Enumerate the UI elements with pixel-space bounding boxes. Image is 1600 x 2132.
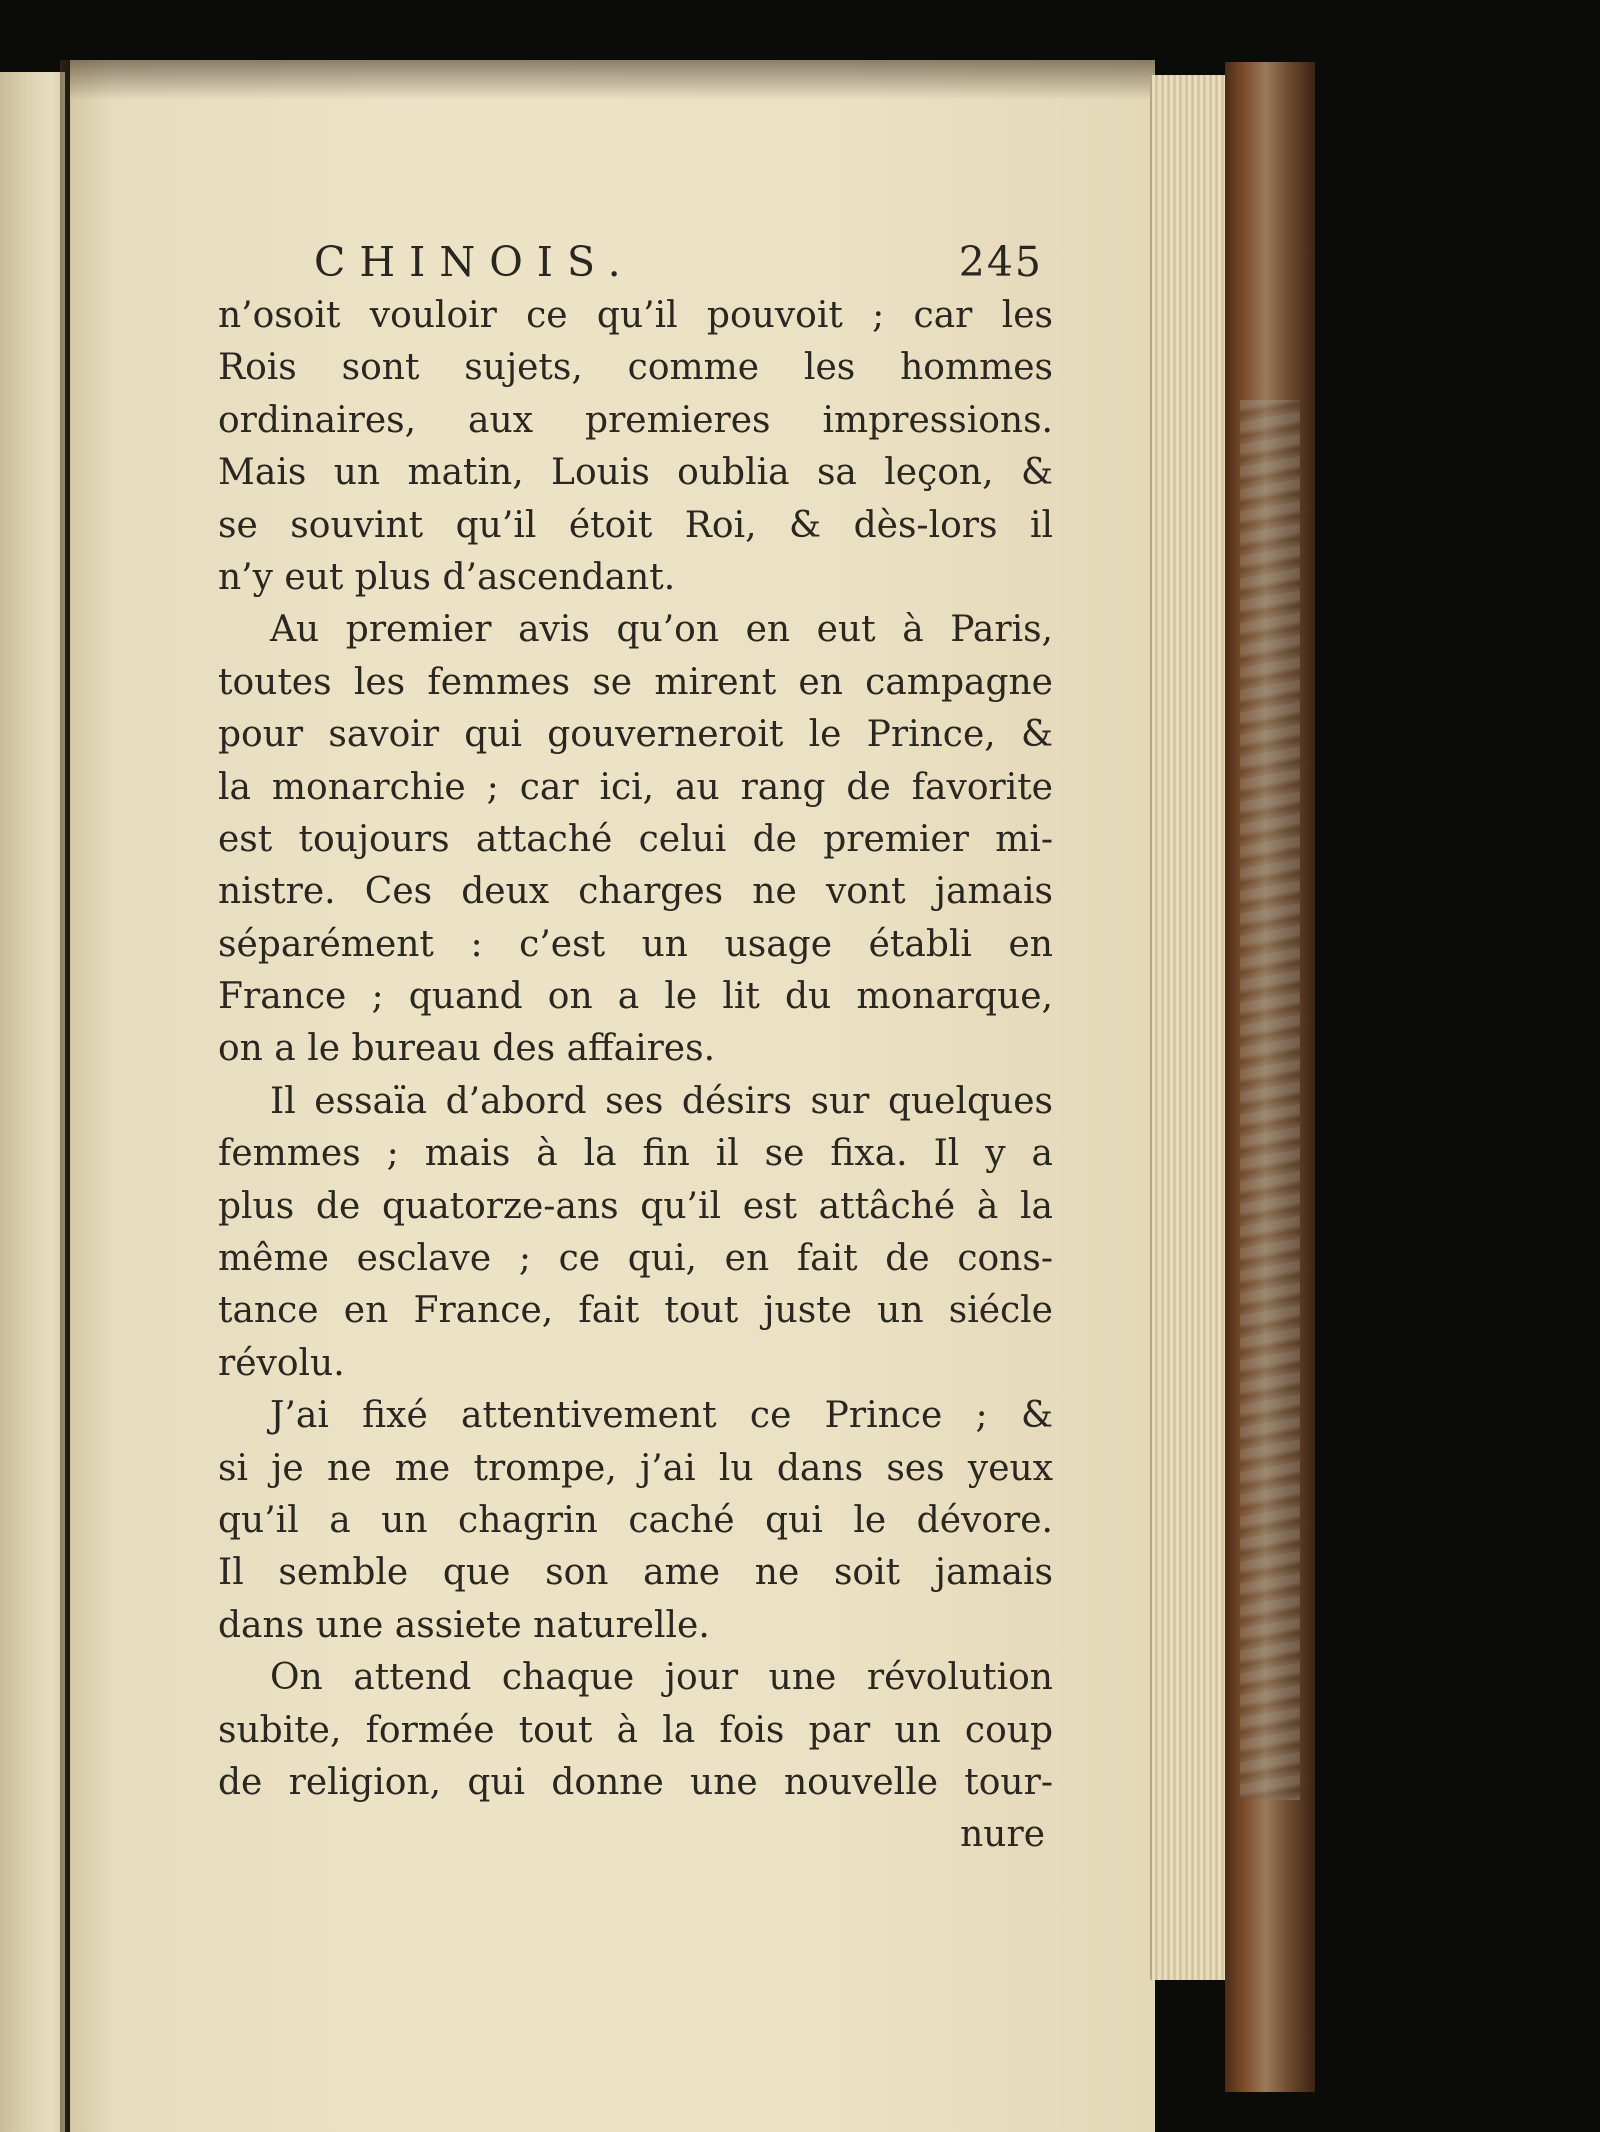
text-line: révolu. <box>218 1342 345 1384</box>
page-top-shadow <box>70 60 1155 100</box>
text-line: Mais un matin, Louis oublia sa leçon, & <box>218 452 1053 494</box>
catchword: nure <box>960 1814 1045 1856</box>
text-line: n’osoit vouloir ce qu’il pouvoit ; car les <box>218 295 1053 336</box>
text-line: plus de quatorze-ans qu’il est attâché à la <box>218 1185 1053 1227</box>
text-line: tance en France, fait tout juste un siécle <box>218 1290 1053 1332</box>
marbled-board <box>1240 400 1300 1800</box>
text-line: nistre. Ces deux charges ne vont jamais <box>218 871 1053 913</box>
text-line: séparément : c’est un usage établi en <box>218 923 1053 965</box>
text-line: femmes ; mais à la fin il se fixa. Il y a <box>218 1133 1053 1175</box>
text-line: pour savoir qui gouverneroit le Prince, & <box>218 714 1053 756</box>
text-line: ordinaires, aux premieres impressions. <box>218 399 1053 441</box>
text-line: même esclave ; ce qui, en fait de cons- <box>218 1238 1053 1280</box>
text-block <box>218 234 1053 1862</box>
text-line: de religion, qui donne une nouvelle tour- <box>218 1761 1053 1803</box>
text-line: la monarchie ; car ici, au rang de favorite <box>218 766 1053 808</box>
text-line: si je ne me trompe, j’ai lu dans ses yeux <box>218 1447 1053 1489</box>
text-line: France ; quand on a le lit du monarque, <box>218 976 1053 1018</box>
paragraph-start: Il essaïa d’abord ses désirs sur quelques <box>270 1080 1053 1122</box>
running-head: CHINOIS. <box>314 238 635 286</box>
paragraph-start: Au premier avis qu’on en eut à Paris, <box>270 609 1053 651</box>
page-header <box>218 234 1053 290</box>
text-line: dans une assiete naturelle. <box>218 1604 710 1646</box>
paragraph-start: On attend chaque jour une révolution <box>270 1657 1053 1699</box>
previous-page-edge <box>0 72 65 2132</box>
text-line: subite, formée tout à la fois par un coup <box>218 1709 1053 1751</box>
text-line: on a le bureau des affaires. <box>218 1028 716 1070</box>
text-line: se souvint qu’il étoit Roi, & dès-lors il <box>218 504 1053 546</box>
text-line: qu’il a un chagrin caché qui le dévore. <box>218 1499 1053 1541</box>
page-edges-stack <box>1150 75 1237 1980</box>
text-line: toutes les femmes se mirent en campagne <box>218 661 1053 703</box>
text-line: n’y eut plus d’ascendant. <box>218 556 676 598</box>
page-number: 245 <box>958 238 1043 286</box>
text-line: Rois sont sujets, comme les hommes <box>218 347 1053 389</box>
text-line: Il semble que son ame ne soit jamais <box>218 1552 1053 1594</box>
paragraph-start: J’ai fixé attentivement ce Prince ; & <box>270 1395 1053 1437</box>
text-line: est toujours attaché celui de premier mi- <box>218 818 1053 860</box>
